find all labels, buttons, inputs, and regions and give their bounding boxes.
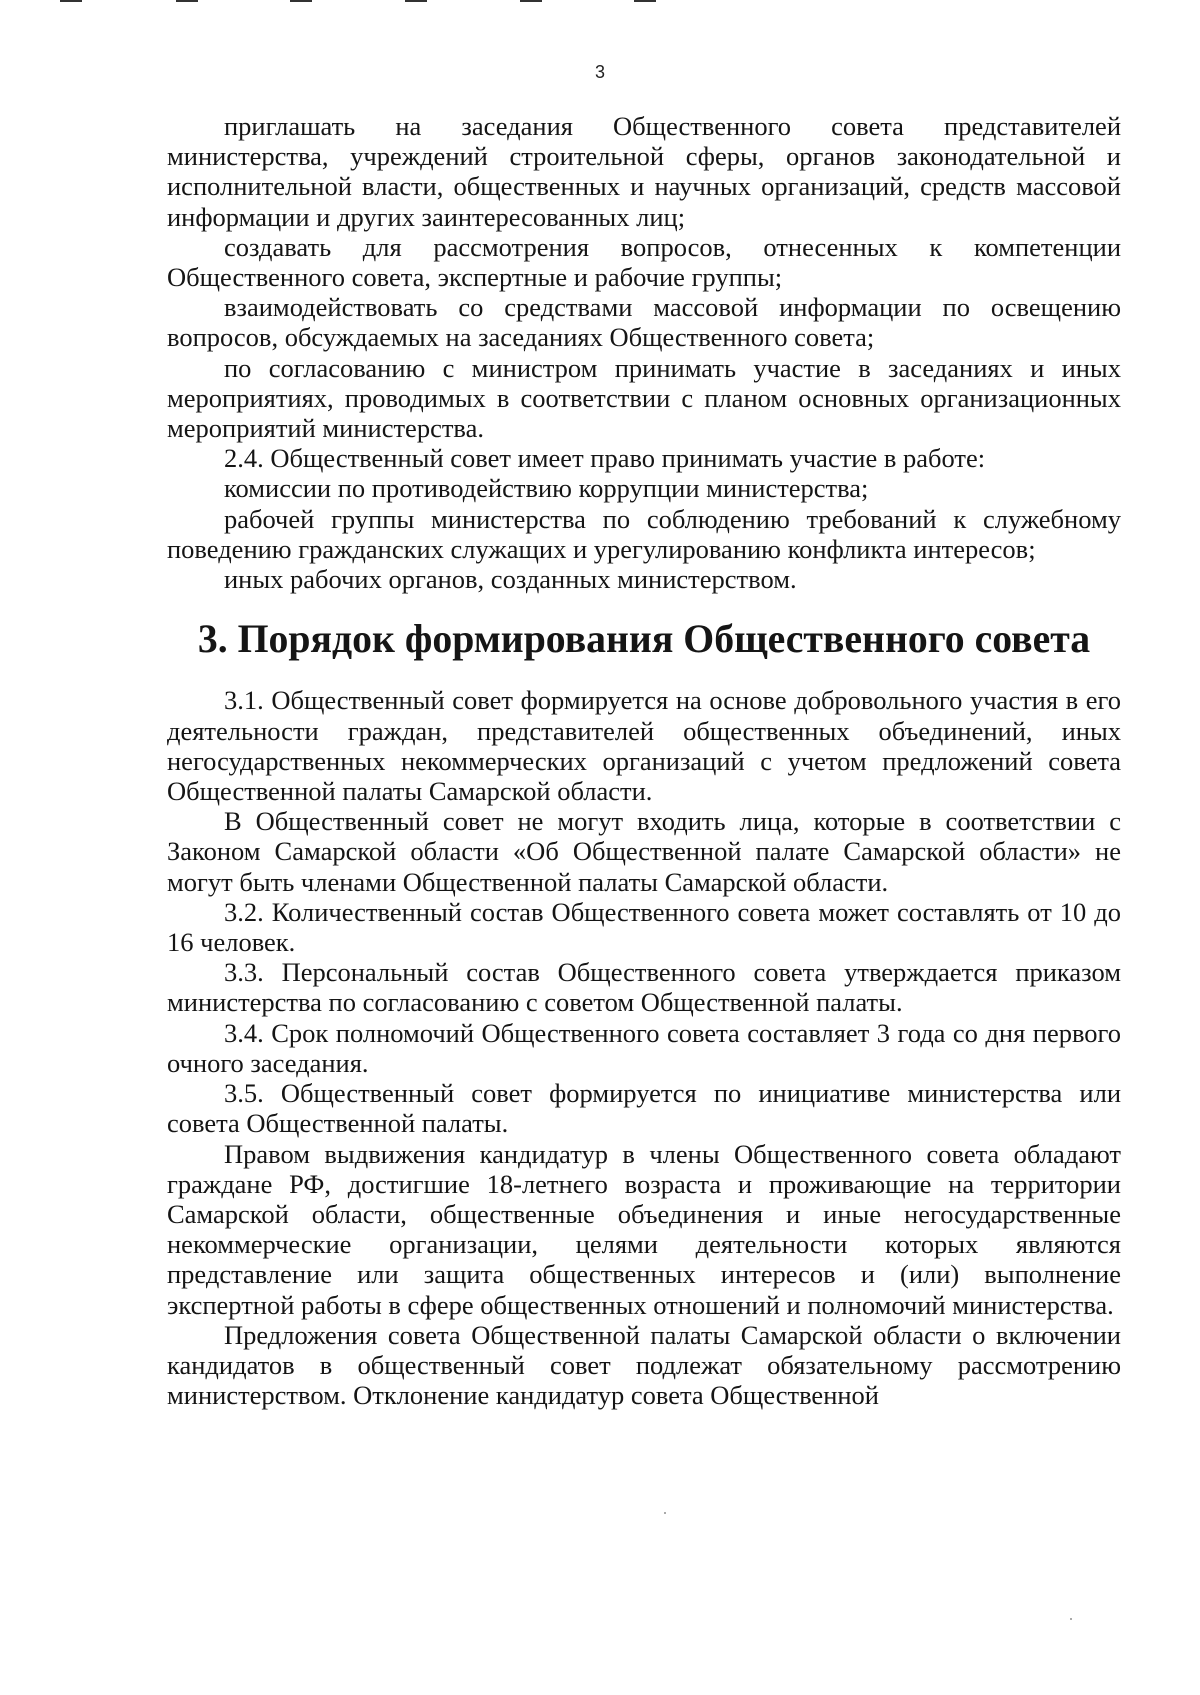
scan-speck xyxy=(664,1512,666,1514)
page-number: 3 xyxy=(594,62,605,82)
paragraph: по согласованию с министром принимать участие в заседаниях и иных мероприятиях, проводимых в соответствии с планом основных организационных мероприятий министерства. xyxy=(167,352,1121,444)
paragraph: Предложения совета Общественной палаты Самарской области о включении кандидатов в общественный совет подлежат обязательному рассмотрению министерством. Отклонение кандидатур совета Общественной xyxy=(167,1319,1121,1411)
paragraph: 3.5. Общественный совет формируется по инициативе министерства или совета Общественной палаты. xyxy=(167,1078,1121,1139)
scan-edge-marks xyxy=(0,0,1200,12)
scan-mark xyxy=(176,0,198,2)
paragraph: взаимодействовать со средствами массовой информации по освещению вопросов, обсуждаемых на заседаниях Общественного совета; xyxy=(167,292,1121,353)
paragraph: Правом выдвижения кандидатур в члены Общественного совета обладают граждане РФ, достигшие 18-летнего возраста и проживающие на территории Самарской области, общественные объединения и иные негосударственные некоммерческие организации, целями деятельности которых являются представление или защита общественных интересов и (или) выполнение экспертной работы в сфере общественных отношений и полномочий министерства. xyxy=(167,1138,1121,1320)
paragraph: иных рабочих органов, созданных министерством. xyxy=(224,564,797,595)
paragraph: комиссии по противодействию коррупции министерства; xyxy=(224,473,869,504)
paragraph: приглашать на заседания Общественного совета представителей министерства, учреждений строительной сферы, органов законодательной и исполнительной власти, общественных и научных организаций, средств массовой информации и других заинтересованных лиц; xyxy=(167,111,1121,232)
section-heading: 3. Порядок формирования Общественного совета xyxy=(197,617,1091,662)
paragraph: 3.4. Срок полномочий Общественного совета составляет 3 года со дня первого очного заседания. xyxy=(167,1017,1121,1078)
scan-mark xyxy=(60,0,82,2)
paragraph: В Общественный совет не могут входить лица, которые в соответствии с Законом Самарской области «Об Общественной палате Самарской области» не могут быть членами Общественной палаты Самарской области. xyxy=(167,806,1121,897)
scan-mark xyxy=(290,0,312,2)
scan-mark xyxy=(520,0,542,2)
paragraph: 3.1. Общественный совет формируется на основе добровольного участия в его деятельности граждан, представителей общественных объединений, иных негосударственных некоммерческих организаций с учетом предложений совета Общественной палаты Самарской области. xyxy=(167,685,1121,807)
scan-speck xyxy=(1070,1618,1072,1620)
document-body xyxy=(167,111,1121,1410)
paragraph: 3.3. Персональный состав Общественного совета утверждается приказом министерства по согласованию с советом Общественной палаты. xyxy=(167,957,1121,1018)
paragraph: 2.4. Общественный совет имеет право принимать участие в работе: xyxy=(224,443,986,474)
scan-mark xyxy=(634,0,656,2)
paragraph: 3.2. Количественный состав Общественного совета может составлять от 10 до 16 человек. xyxy=(167,896,1121,958)
paragraph: рабочей группы министерства по соблюдению требований к служебному поведению гражданских служащих и урегулированию конфликта интересов; xyxy=(167,503,1121,564)
scan-mark xyxy=(405,0,427,2)
paragraph: создавать для рассмотрения вопросов, отнесенных к компетенции Общественного совета, экспертные и рабочие группы; xyxy=(167,231,1121,293)
